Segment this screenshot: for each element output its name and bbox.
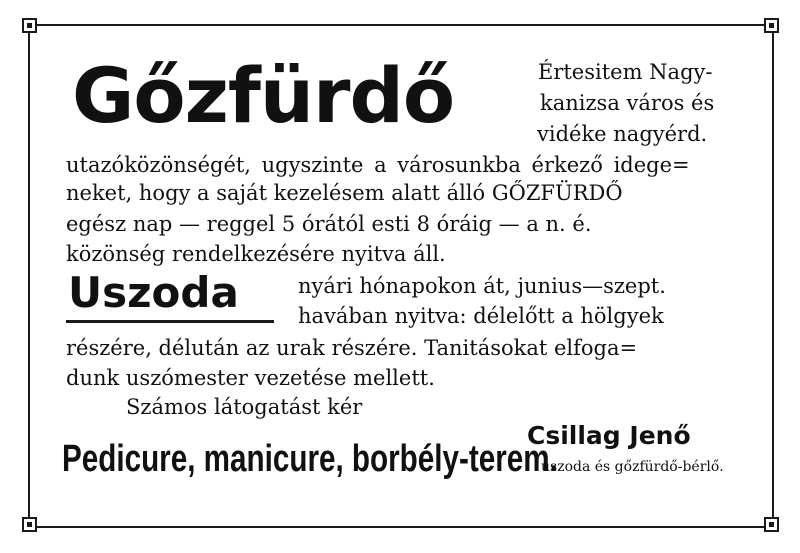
corner-ornament-top-left (22, 18, 37, 33)
body-line-1: utazóközönségét, ugyszinte a városunkba érkező idege= (66, 153, 690, 177)
pool-side-line-1: nyári hónapokon át, junius—szept. (298, 274, 666, 298)
pool-line-1: részére, délután az urak részére. Tanitásokat elfoga= (66, 336, 638, 360)
pool-side-line-2: havában nyitva: délelőtt a hölgyek (298, 304, 664, 328)
pool-line-2: dunk uszómester vezetése mellett. (66, 366, 435, 390)
intro-line-2: kanizsa város és (540, 91, 715, 115)
corner-ornament-bottom-right (764, 517, 779, 532)
intro-line-3: vidéke nagyérd. (537, 122, 708, 146)
closing-line: Számos látogatást kér (126, 395, 363, 419)
corner-ornament-top-right (764, 18, 779, 33)
body-line-3: egész nap — reggel 5 órától esti 8 óráig — a n. é. (66, 212, 592, 236)
intro-line-1: Értesitem Nagy- (538, 60, 713, 84)
signer-role: uszoda és gőzfürdő-bérlő. (541, 459, 724, 475)
services-line: Pedicure, manicure, borbély-terem. (62, 438, 558, 480)
signer-name: Csillag Jenő (527, 421, 691, 450)
corner-ornament-bottom-left (22, 517, 37, 532)
body-line-2: neket, hogy a saját kezelésem alatt álló GŐZFÜRDŐ (66, 181, 623, 205)
body-line-4: közönség rendelkezésére nyitva áll. (66, 242, 446, 266)
headline: Gőzfürdő (72, 51, 455, 140)
pool-heading-underline (66, 320, 274, 323)
pool-heading: Uszoda (68, 268, 239, 317)
